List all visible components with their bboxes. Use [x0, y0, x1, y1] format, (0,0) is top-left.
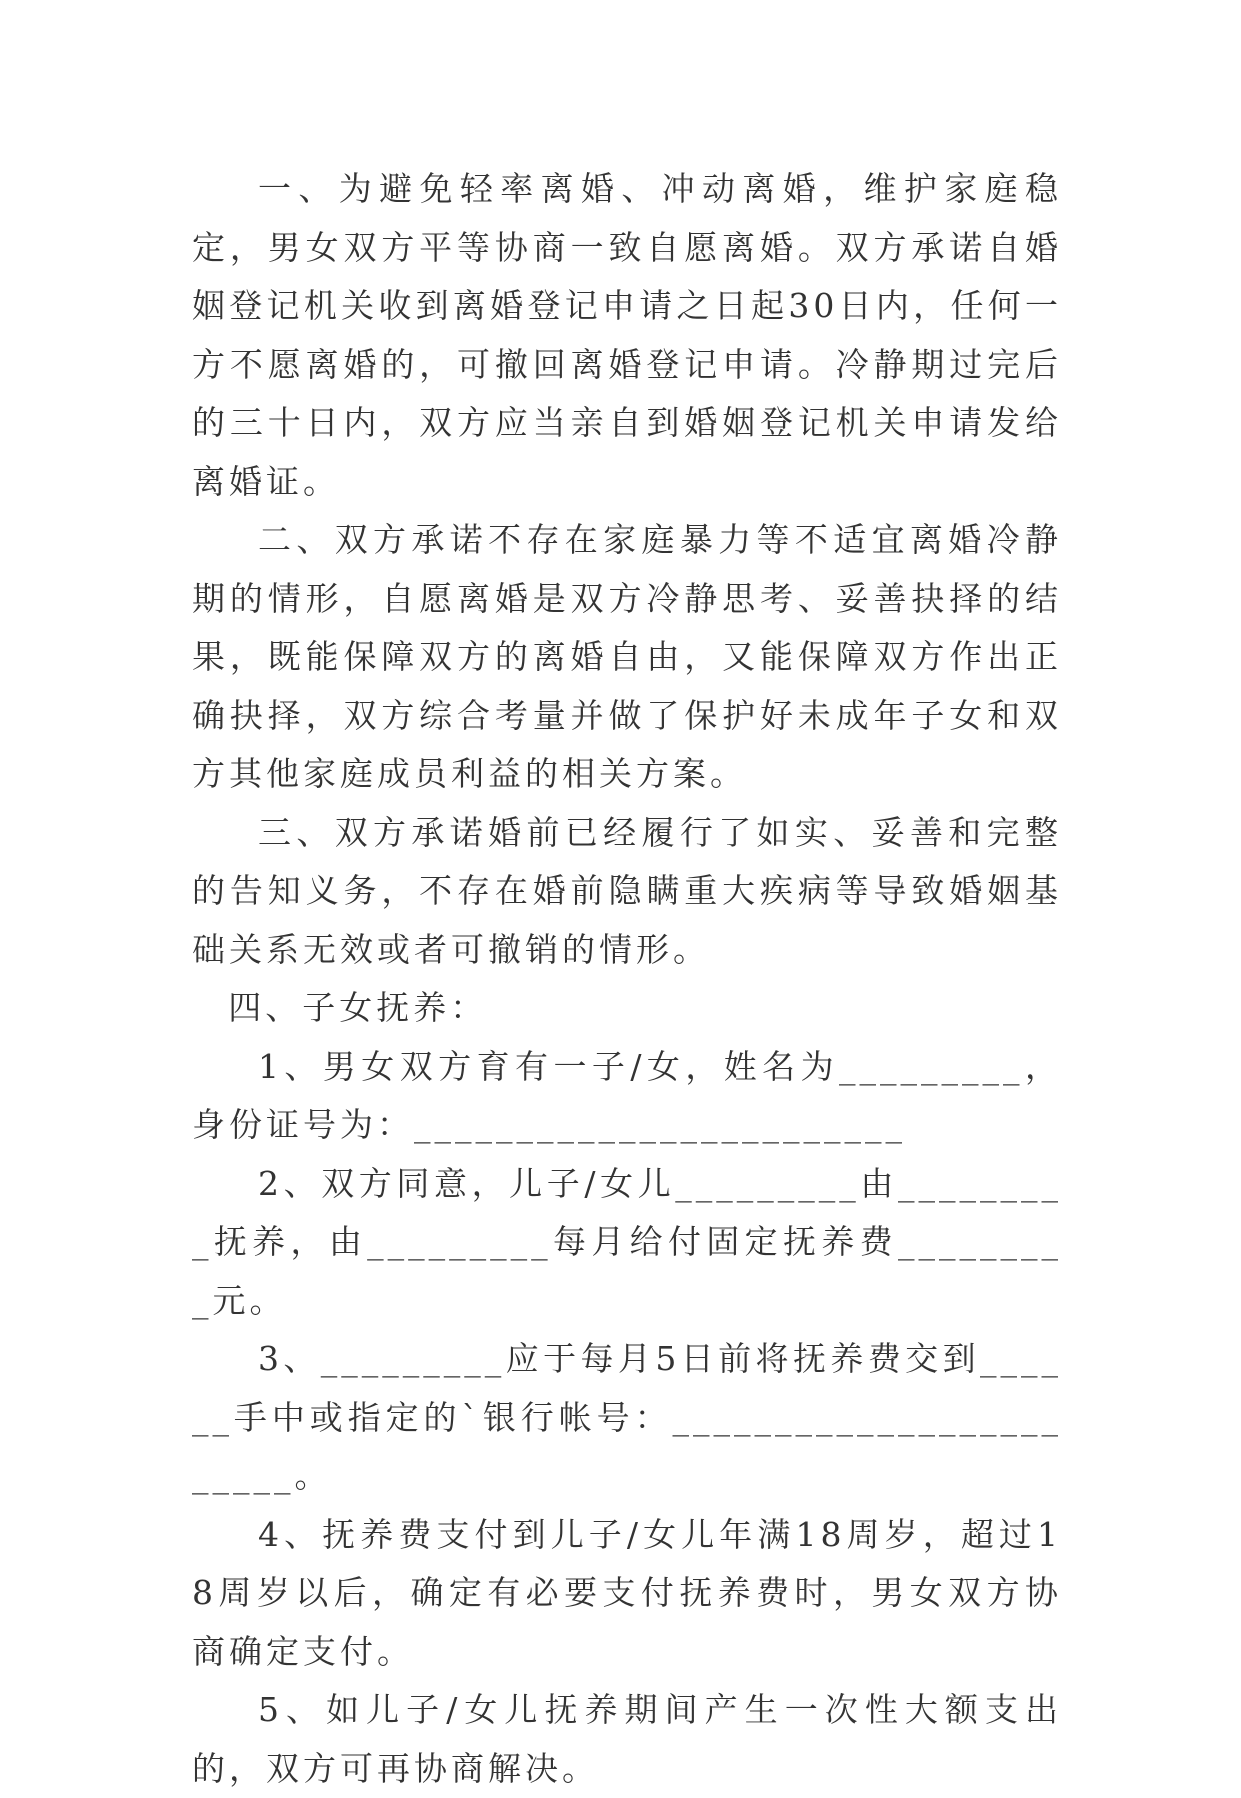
- paragraph-3: 三、双方承诺婚前已经履行了如实、妥善和完整的告知义务，不存在婚前隐瞒重大疾病等导致婚姻基础关系无效或者可撤销的情形。: [192, 812, 1062, 969]
- clause-3: 3、_________应于每月5日前将抚养费交到______手中或指定的`银行帐号：________________________。: [192, 1339, 1062, 1495]
- clause-5: 5、如儿子/女儿抚养期间产生一次性大额支出的，双方可再协商解决。: [192, 1690, 1062, 1788]
- document-body: [192, 160, 1062, 1798]
- clause-1: 1、男女双方育有一子/女，姓名为_________，身份证号为：________________________: [192, 1046, 1062, 1144]
- section-heading-child-support: 四、子女抚养：: [228, 988, 488, 1027]
- clause-4: 4、抚养费支付到儿子/女儿年满18周岁，超过18周岁以后，确定有必要支付抚养费时，男女双方协商确定支付。: [192, 1514, 1062, 1671]
- clause-2: 2、双方同意，儿子/女儿_________由_________抚养，由_________每月给付固定抚养费_________元。: [192, 1163, 1062, 1320]
- paragraph-2: 二、双方承诺不存在家庭暴力等不适宜离婚冷静期的情形，自愿离婚是双方冷静思考、妥善抉择的结果，既能保障双方的离婚自由，又能保障双方作出正确抉择，双方综合考量并做了保护好未成年子女和双方其他家庭成员利益的相关方案。: [192, 520, 1062, 793]
- paragraph-1: 一、为避免轻率离婚、冲动离婚，维护家庭稳定，男女双方平等协商一致自愿离婚。双方承诺自婚姻登记机关收到离婚登记申请之日起30日内，任何一方不愿离婚的，可撤回离婚登记申请。冷静期过完后的三十日内，双方应当亲自到婚姻登记机关申请发给离婚证。: [192, 169, 1062, 501]
